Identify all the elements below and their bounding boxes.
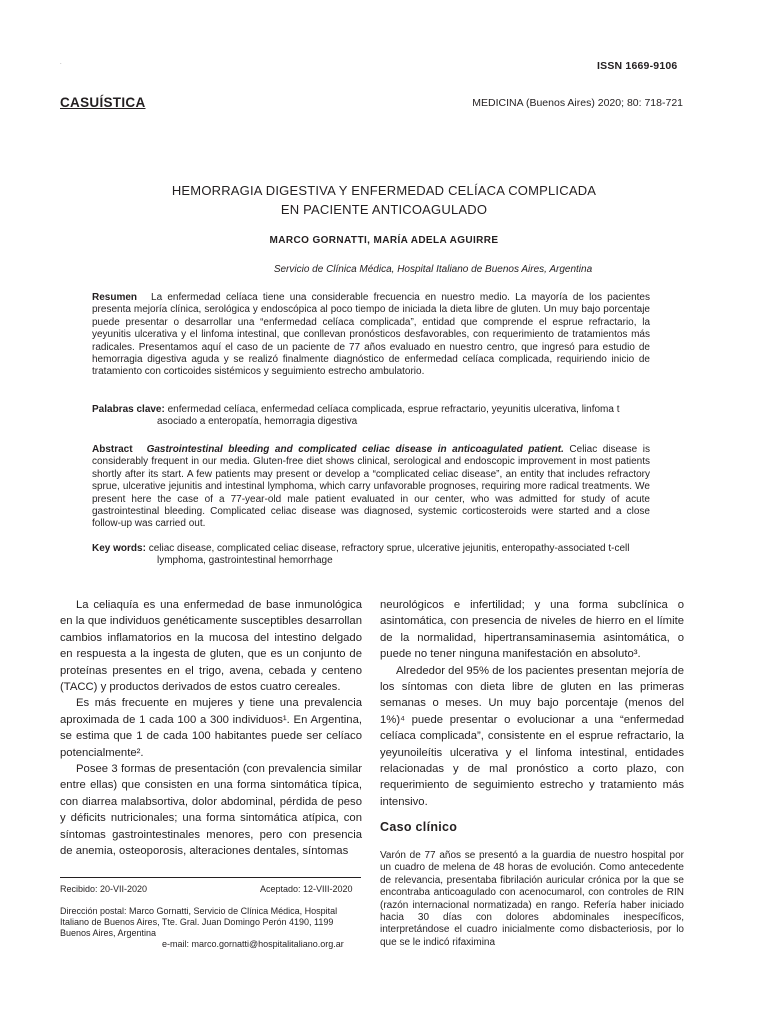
postal-address: Dirección postal: Marco Gornatti, Servicio de Clínica Médica, Hospital Italiano de Buenos Aires, Tte. Gral. Juan Domingo Perón 4190, 1199 Buenos Aires, Argentina: [60, 906, 338, 938]
caso-clinico-text: Varón de 77 años se presentó a la guardia de nuestro hospital por un cuadro de melena de 48 horas de evolución. Como antecedente de relevancia, presentaba fibrilación auricular crónica por la que se encontraba anticoagulado con acenocumarol, con controles de RIN (razón internacional normatizada) en rango. Refería haber iniciado hacia 30 días con dolores abdominales inespecíficos, interpretándose el cuadro inicialmente como disbacteriosis, por lo que se le indicó rifaximina: [380, 850, 684, 948]
article-authors: MARCO GORNATTI, MARÍA ADELA AGUIRRE: [269, 235, 499, 246]
contact-email: e-mail: marco.gornatti@hospitalitaliano.org.ar: [162, 939, 344, 949]
article-title: [60, 181, 708, 219]
abstract-block: [92, 444, 650, 531]
resumen-label: Resumen: [92, 292, 138, 303]
abstract-title: Gastrointestinal bleeding and complicated celiac disease in anticoagulated patient.: [146, 444, 564, 455]
body-paragraph: Posee 3 formas de presentación (con prevalencia similar entre ellas) que consisten en una forma sintomática típica, con diarrea malabsortiva, dolor abdominal, pérdida de peso y déficits nutricionales; una forma sintomática atípica, con síntomas gastrointestinales menores, pero con presencia de anemia, osteoporosis, alteraciones dentales, síntomas: [60, 763, 362, 858]
received-date: Recibido: 20-VII-2020: [60, 884, 148, 894]
body-paragraph: La celiaquía es una enfermedad de base inmunológica en la que individuos genéticamente susceptibles desarrollan cambios inflamatorios en la mucosa del intestino delgado en respuesta a la ingesta de gluten, que es un conjunto de proteínas presentes en el trigo, avena, cebada y centeno (TACC) y productos derivados de estos cuatro cereales.: [60, 599, 362, 694]
palabras-clave-label: Palabras clave: [92, 404, 162, 415]
body-column-left: [60, 597, 362, 860]
page-mark: .: [60, 60, 62, 66]
section-label: CASUÍSTICA: [60, 95, 146, 110]
resumen-text: La enfermedad celíaca tiene una considerable frecuencia en nuestro medio. La mayoría de los pacientes presenta mejoría clínica, serológica y endoscópica al poco tiempo de iniciada la dieta libre de gluten. Un muy bajo porcentaje puede presentar o desarrollar una “enfermedad celíaca complicada”, entidad que comprende el esprue refractario, la yeyunitis ulcerativa y el linfoma intestinal, que conllevan pronósticos desfavorables, con requerimiento de tratamientos más radicales. Presentamos aquí el caso de un paciente de 77 años evaluado en nuestro centro, que ingresó para estudio de hemorragia digestiva aguda y se realizó finalmente diagnóstico de enfermedad celíaca complicada, requiriendo inicio de tratamiento con corticoides sistémicos y seguimiento estrecho ambulatorio.: [92, 292, 650, 378]
title-line-2: EN PACIENTE ANTICOAGULADO: [280, 202, 488, 217]
article-affiliation: [60, 264, 768, 275]
palabras-clave-text: enfermedad celíaca, enfermedad celíaca complicada, esprue refractario, yeyunitis ulcerativa, linfoma t asociado a enteropatía, hemorragia digestiva: [157, 404, 620, 428]
body-paragraph: Es más frecuente en mujeres y tiene una prevalencia aproximada de 1 cada 100 a 300 individuos¹. En Argentina, se estima que 1 de cada 100 habitantes puede ser celíaco potencialmente².: [60, 697, 362, 759]
accepted-date: Aceptado: 12-VIII-2020: [260, 884, 353, 894]
palabras-clave-block: Palabras clave: enfermedad celíaca, enfermedad celíaca complicada, esprue refractario, yeyunitis ulcerativa, linfoma t asociado a enteropatía, hemorragia digestiva: [92, 404, 620, 428]
affiliation-text: Servicio de Clínica Médica, Hospital Italiano de Buenos Aires, Argentina: [273, 264, 593, 275]
body-column-right: [380, 597, 684, 810]
footnote-divider: [60, 877, 361, 878]
body-paragraph: Alrededor del 95% de los pacientes presentan mejoría de los síntomas con dieta libre de gluten en las primeras semanas o meses. Un muy bajo porcentaje (menos del 1%)⁴ puede presentar o evolucionar a una “enfermedad celíaca complicada”, consistente en el esprue refractario, la yeyunoileítis ulcerativa y el linfoma intestinal, entidades relacionadas y de mal pronóstico a corto plazo, con requerimiento de seguimiento estrecho y tratamiento más intensivo.: [380, 664, 684, 808]
journal-citation: MEDICINA (Buenos Aires) 2020; 80: 718-721: [472, 97, 683, 109]
key-words-text: celiac disease, complicated celiac disease, refractory sprue, ulcerative jejunitis, enteropathy-associated t-cell lymphoma, gastrointestinal hemorrhage: [148, 543, 630, 567]
key-words-label: Key words: [92, 543, 143, 554]
key-words-block: Key words: celiac disease, complicated celiac disease, refractory sprue, ulcerative jejunitis, enteropathy-associated t-cell lymphoma, gastrointestinal hemorrhage: [92, 543, 630, 567]
abstract-label: Abstract: [92, 444, 133, 455]
title-line-1: HEMORRAGIA DIGESTIVA Y ENFERMEDAD CELÍACA COMPLICADA: [171, 183, 597, 198]
body-paragraph: neurológicos e infertilidad; y una forma subclínica o asintomática, con presencia de niveles de hierro en el límite de la normalidad, hipertransaminasemia asintomática, o puede no tener ninguna manifestación en absoluto³.: [380, 599, 684, 661]
caso-clinico-heading: Caso clínico: [380, 820, 458, 834]
issn-number: ISSN 1669-9106: [597, 60, 678, 72]
resumen-block: [92, 292, 650, 379]
abstract-text: Celiac disease is considerably frequent in our media. Gluten-free diet shows clinical, serological and endoscopic improvement in most patients shortly after its start. A few patients may present or develop a “complicated celiac disease”, an entity that includes refractory sprue, ulcerative jejunitis and intestinal lymphoma, which carry unfavorable prognoses, requiring more radical treatments. We present here the case of a 77-year-old male patient evaluated in our center, who was admitted for study of acute gastrointestinal bleeding. Complicated celiac disease was diagnosed, systemic corticosteroids were started and a close follow-up was carried out.: [92, 444, 650, 530]
